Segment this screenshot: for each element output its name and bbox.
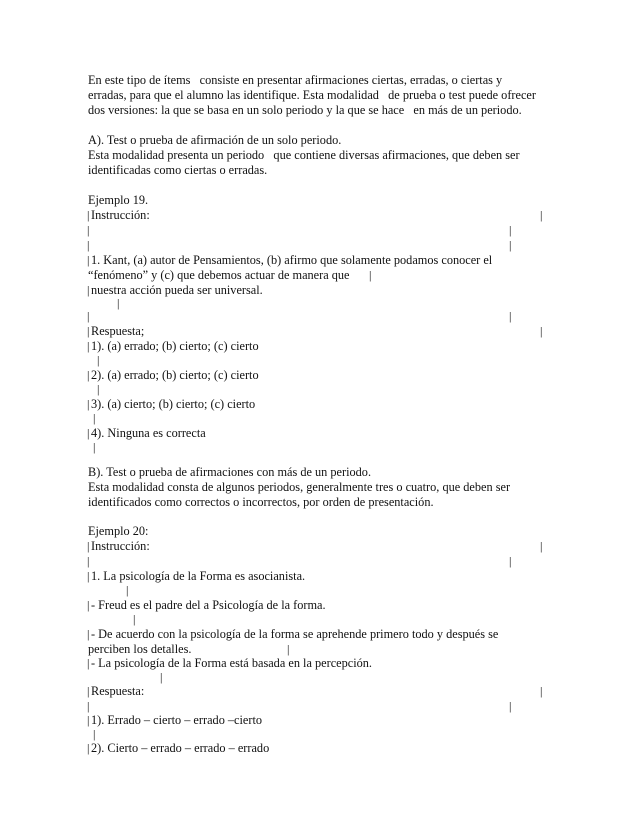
box-border-mark: | (540, 539, 543, 553)
example-19-answer-label: Respuesta; (91, 324, 145, 338)
box-border-mark: | (509, 309, 512, 323)
box-border-mark: | (540, 684, 543, 698)
box-border-mark: | (509, 238, 512, 252)
intro-line-3: dos versiones: la que se basa en un solo periodo y la que se hace en más de un periodo. (88, 103, 522, 117)
box-border-mark: | (93, 411, 96, 425)
box-border-mark: | (540, 324, 543, 338)
box-border-mark: | (87, 713, 90, 727)
box-border-mark: | (87, 208, 90, 222)
example-20-option-2: 2). Cierto – errado – errado – errado (91, 741, 270, 755)
example-19-title: Ejemplo 19. (88, 193, 149, 207)
box-border-mark: | (509, 699, 512, 713)
example-20-title: Ejemplo 20: (88, 524, 149, 538)
box-border-mark: | (87, 339, 90, 353)
section-a-body-2: identificadas como ciertas o erradas. (88, 163, 268, 177)
section-b-body-1: Esta modalidad consta de algunos periodos, generalmente tres o cuatro, que deben ser (88, 480, 511, 494)
section-a-body-1: Esta modalidad presenta un periodo que contiene diversas afirmaciones, que deben ser (88, 148, 520, 162)
box-border-mark: | (87, 684, 90, 698)
box-border-mark: | (87, 699, 90, 713)
example-20-instruction-label: Instrucción: (91, 539, 150, 553)
box-border-mark: | (87, 368, 90, 382)
example-19-option-1: 1). (a) errado; (b) cierto; (c) cierto (91, 339, 259, 353)
box-border-mark: | (87, 426, 90, 440)
box-border-mark: | (87, 539, 90, 553)
box-border-mark: | (369, 268, 372, 282)
box-border-mark: | (87, 554, 90, 568)
box-border-mark: | (87, 569, 90, 583)
box-border-mark: | (93, 440, 96, 454)
example-19-option-3: 3). (a) cierto; (b) cierto; (c) cierto (91, 397, 256, 411)
section-a-title: A). Test o prueba de afirmación de un solo periodo. (88, 133, 342, 147)
example-19-option-4: 4). Ninguna es correcta (91, 426, 206, 440)
box-border-mark: | (93, 727, 96, 741)
box-border-mark: | (87, 283, 90, 297)
box-border-mark: | (133, 612, 136, 626)
box-border-mark: | (117, 296, 120, 310)
box-border-mark: | (287, 642, 290, 656)
box-border-mark: | (97, 353, 100, 367)
box-border-mark: | (87, 397, 90, 411)
box-border-mark: | (509, 554, 512, 568)
example-20-statement-3-cont: perciben los detalles. (88, 642, 192, 656)
box-border-mark: | (87, 309, 90, 323)
example-19-statement-2: “fenómeno” y (c) que debemos actuar de manera que (88, 268, 350, 282)
box-border-mark: | (87, 253, 90, 267)
example-20-statement-1: 1. La psicología de la Forma es asocianista. (91, 569, 306, 583)
box-border-mark: | (509, 223, 512, 237)
box-border-mark: | (87, 238, 90, 252)
box-border-mark: | (87, 324, 90, 338)
example-20-statement-3: - De acuerdo con la psicología de la forma se aprehende primero todo y después se (91, 627, 499, 641)
box-border-mark: | (126, 583, 129, 597)
box-border-mark: | (87, 627, 90, 641)
example-20-answer-label: Respuesta: (91, 684, 145, 698)
section-b-body-2: identificados como correctos o incorrectos, por orden de presentación. (88, 495, 434, 509)
example-20-statement-2: - Freud es el padre del a Psicología de la forma. (91, 598, 326, 612)
box-border-mark: | (87, 656, 90, 670)
box-border-mark: | (160, 670, 163, 684)
box-border-mark: | (87, 223, 90, 237)
intro-line-2: erradas, para que el alumno las identifique. Esta modalidad de prueba o test puede ofrecer (88, 88, 536, 102)
box-border-mark: | (87, 741, 90, 755)
example-19-instruction-label: Instrucción: (91, 208, 150, 222)
box-border-mark: | (97, 382, 100, 396)
example-19-option-2: 2). (a) errado; (b) cierto; (c) cierto (91, 368, 259, 382)
section-b-title: B). Test o prueba de afirmaciones con más de un periodo. (88, 465, 372, 479)
example-20-statement-4: - La psicología de la Forma está basada en la percepción. (91, 656, 373, 670)
box-border-mark: | (540, 208, 543, 222)
example-20-option-1: 1). Errado – cierto – errado –cierto (91, 713, 263, 727)
box-border-mark: | (87, 598, 90, 612)
intro-line-1: En este tipo de ítems consiste en presentar afirmaciones ciertas, erradas, o ciertas y (88, 73, 503, 87)
example-19-statement-3: nuestra acción pueda ser universal. (91, 283, 263, 297)
example-19-statement-1: 1. Kant, (a) autor de Pensamientos, (b) afirmo que solamente podamos conocer el (91, 253, 493, 267)
